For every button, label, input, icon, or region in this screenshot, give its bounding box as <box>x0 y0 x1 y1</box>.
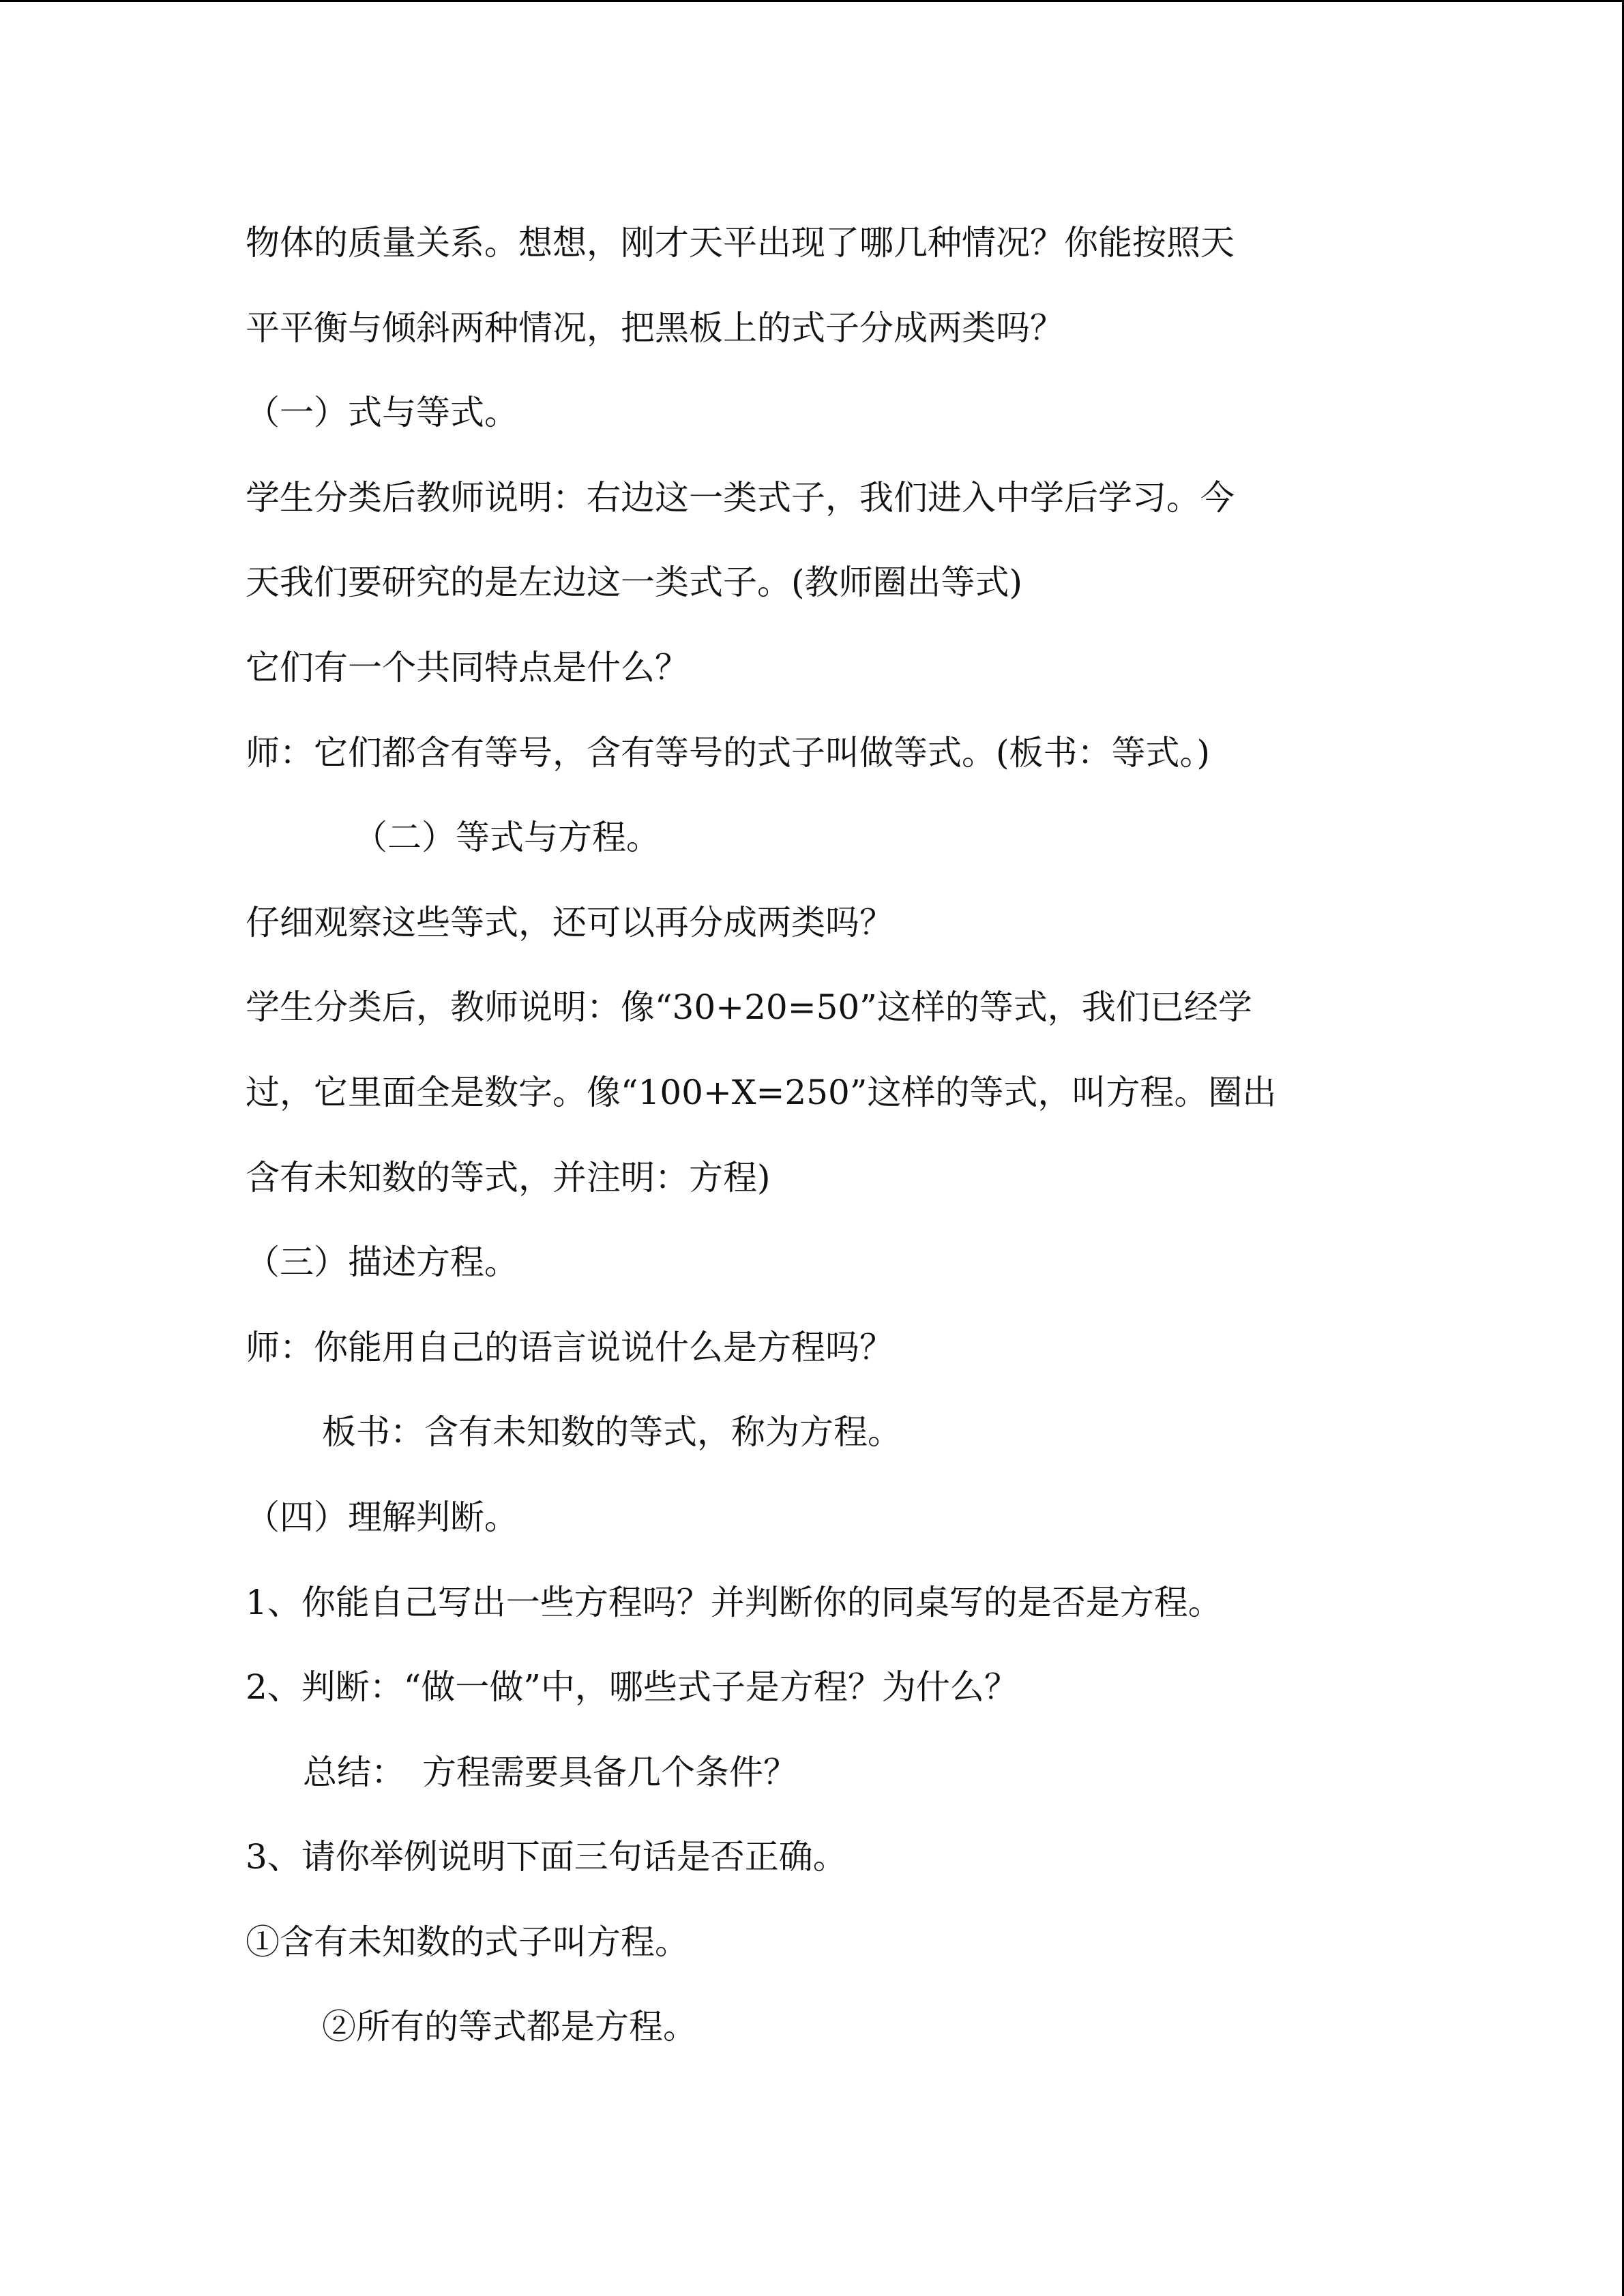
text-line: 过，它里面全是数字。像“100+X=250”这样的等式，叫方程。圈出 <box>246 1072 1277 1112</box>
section-heading: （三）描述方程。 <box>246 1242 518 1283</box>
list-item: 1、你能自己写出一些方程吗？并判断你的同桌写的是否是方程。 <box>246 1582 1222 1622</box>
document-body <box>246 215 1405 2084</box>
text-line: 总结： 方程需要具备几个条件？ <box>303 1752 797 1792</box>
text-line: 学生分类后教师说明：右边这一类式子，我们进入中学后学习。今 <box>246 477 1235 518</box>
text-line: 它们有一个共同特点是什么？ <box>246 647 689 687</box>
text-line: 天我们要研究的是左边这一类式子。(教师圈出等式) <box>246 563 1023 603</box>
list-item: ②所有的等式都是方程。 <box>322 2007 697 2047</box>
section-heading: （一）式与等式。 <box>246 393 518 433</box>
list-item: ①含有未知数的式子叫方程。 <box>246 1922 689 1962</box>
text-line: 学生分类后，教师说明：像“30+20=50”这样的等式，我们已经学 <box>246 987 1252 1028</box>
text-line: 平平衡与倾斜两种情况，把黑板上的式子分成两类吗？ <box>246 308 1064 348</box>
list-item: 2、判断：“做一做”中，哪些式子是方程？为什么？ <box>246 1667 1018 1708</box>
text-line: 师：你能用自己的语言说说什么是方程吗？ <box>246 1327 894 1367</box>
text-line: 含有未知数的等式，并注明：方程) <box>246 1157 771 1197</box>
text-line: 师：它们都含有等号，含有等号的式子叫做等式。(板书：等式。) <box>246 732 1211 773</box>
text-line: 板书：含有未知数的等式，称为方程。 <box>322 1412 902 1452</box>
list-item: 3、请你举例说明下面三句话是否正确。 <box>246 1837 847 1877</box>
section-heading: （二）等式与方程。 <box>353 818 660 858</box>
text-line: 仔细观察这些等式，还可以再分成两类吗？ <box>246 902 894 942</box>
section-heading: （四）理解判断。 <box>246 1497 518 1537</box>
text-line: 物体的质量关系。想想，刚才天平出现了哪几种情况？你能按照天 <box>246 223 1235 263</box>
